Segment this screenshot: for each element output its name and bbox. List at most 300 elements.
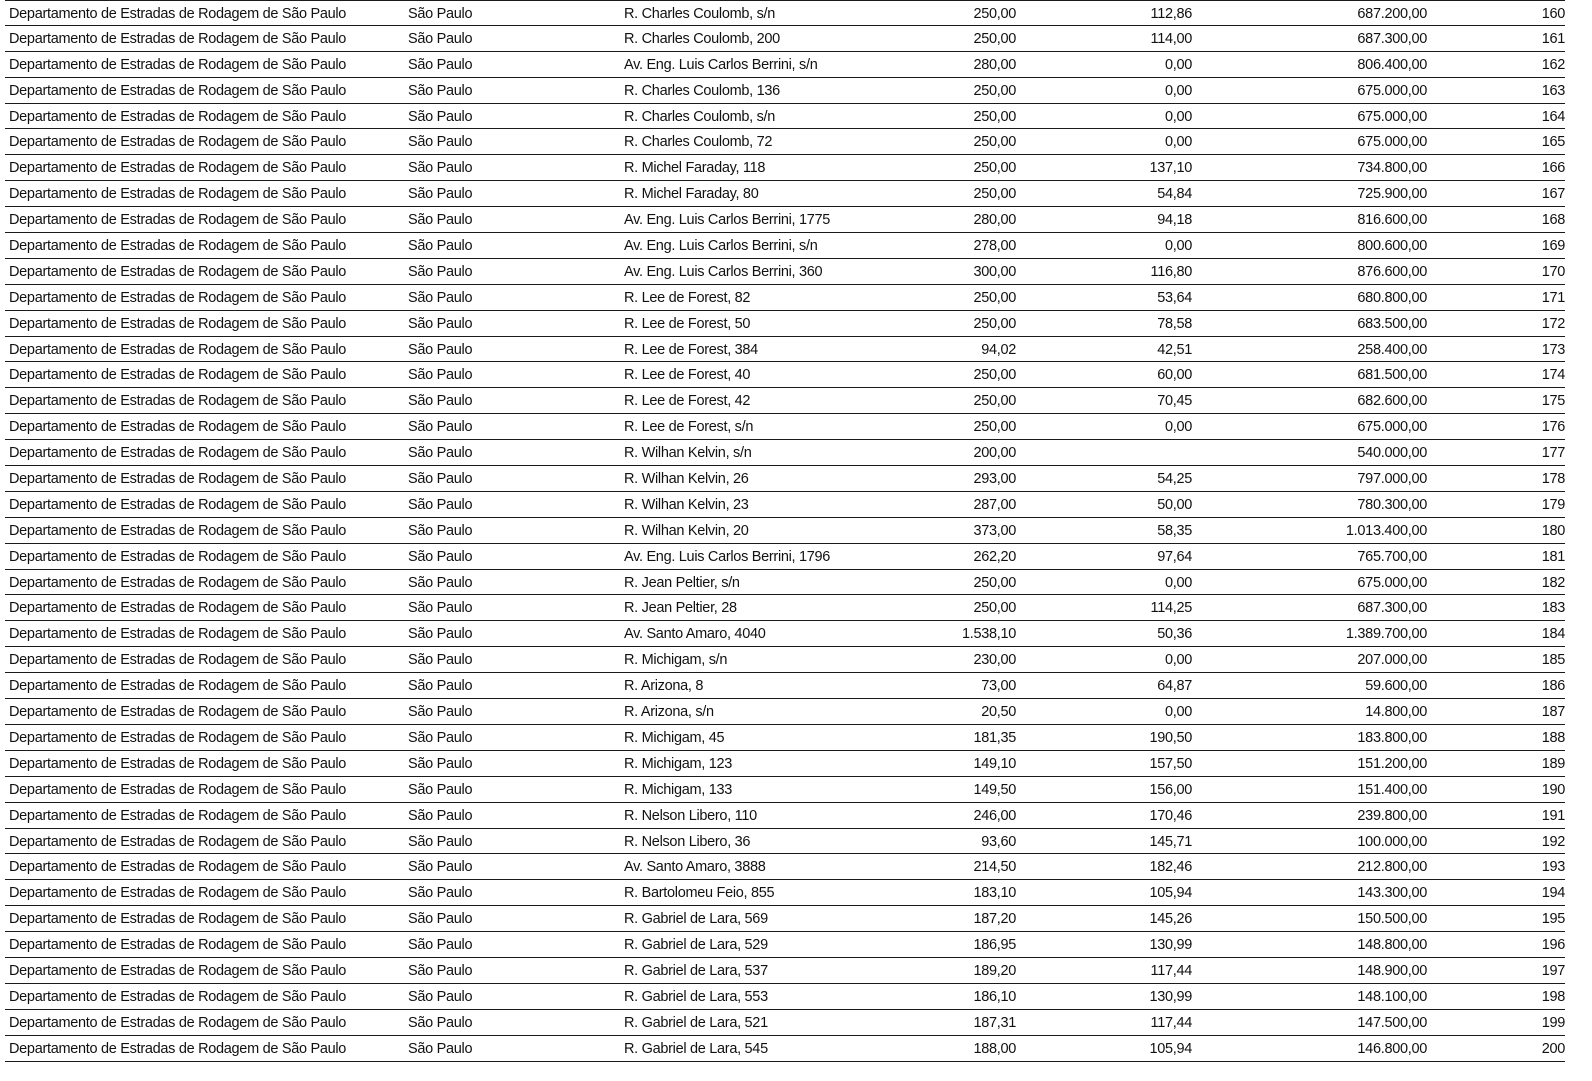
table-row [5,388,1565,414]
table-row [5,932,1565,958]
item-number-cell: 176 [1541,419,1565,436]
item-number-cell: 185 [1541,652,1565,669]
land-area-cell: 186,95 [973,937,1016,954]
value-cell: 212.800,00 [1357,859,1427,876]
table-row [5,0,1565,26]
address-cell: R. Gabriel de Lara, 529 [624,937,768,954]
land-area-cell: 250,00 [973,160,1016,177]
land-area-cell: 250,00 [973,6,1016,22]
address-cell: R. Gabriel de Lara, 537 [624,962,768,979]
land-area-cell: 20,50 [981,704,1016,721]
land-area-cell: 187,20 [973,911,1016,928]
address-cell: R. Lee de Forest, 50 [624,315,751,332]
built-area-cell: 64,87 [1157,678,1192,695]
municipality-cell: São Paulo [408,962,473,979]
agency-cell: Departamento de Estradas de Rodagem de São Paulo [9,600,347,617]
built-area-cell: 0,00 [1164,652,1192,669]
built-area-cell: 117,44 [1150,962,1192,979]
value-cell: 1.389.700,00 [1345,626,1427,643]
item-number-cell: 197 [1541,962,1565,979]
built-area-cell: 116,80 [1150,263,1192,280]
built-area-cell: 53,64 [1157,289,1192,306]
value-cell: 765.700,00 [1357,548,1427,565]
land-area-cell: 181,35 [973,729,1016,746]
municipality-cell: São Paulo [408,419,473,436]
value-cell: 239.800,00 [1357,807,1427,824]
built-area-cell: 0,00 [1164,56,1192,73]
value-cell: 683.500,00 [1357,315,1427,332]
municipality-cell: São Paulo [408,496,473,513]
table-row [5,777,1565,803]
address-cell: R. Arizona, s/n [624,704,714,721]
land-area-cell: 187,31 [973,1014,1016,1031]
municipality-cell: São Paulo [408,1014,473,1031]
land-area-cell: 280,00 [973,212,1016,229]
municipality-cell: São Paulo [408,445,473,462]
address-cell: R. Wilhan Kelvin, 20 [624,522,749,539]
address-cell: R. Michigam, s/n [624,652,728,669]
built-area-cell: 0,00 [1164,419,1192,436]
address-cell: R. Wilhan Kelvin, 26 [624,471,749,488]
item-number-cell: 195 [1541,911,1565,928]
table-row [5,673,1565,699]
address-cell: R. Charles Coulomb, s/n [624,108,776,125]
agency-cell: Departamento de Estradas de Rodagem de São Paulo [9,859,347,876]
address-cell: R. Charles Coulomb, s/n [624,6,776,22]
item-number-cell: 169 [1541,238,1565,255]
agency-cell: Departamento de Estradas de Rodagem de São Paulo [9,238,347,255]
value-cell: 150.500,00 [1357,911,1427,928]
built-area-cell: 50,36 [1157,626,1192,643]
item-number-cell: 200 [1541,1040,1565,1057]
table-row [5,233,1565,259]
item-number-cell: 196 [1541,937,1565,954]
agency-cell: Departamento de Estradas de Rodagem de São Paulo [9,626,347,643]
built-area-cell: 137,10 [1149,160,1192,177]
land-area-cell: 250,00 [973,108,1016,125]
built-area-cell: 145,26 [1149,911,1192,928]
municipality-cell: São Paulo [408,30,473,47]
municipality-cell: São Paulo [408,807,473,824]
item-number-cell: 161 [1541,30,1565,47]
value-cell: 797.000,00 [1357,471,1427,488]
land-area-cell: 250,00 [973,289,1016,306]
municipality-cell: São Paulo [408,367,473,384]
item-number-cell: 165 [1541,134,1565,151]
agency-cell: Departamento de Estradas de Rodagem de São Paulo [9,781,347,798]
item-number-cell: 181 [1541,548,1565,565]
built-area-cell: 157,50 [1149,755,1192,772]
table-row [5,570,1565,596]
value-cell: 258.400,00 [1357,341,1427,358]
land-area-cell: 1.538,10 [961,626,1016,643]
address-cell: Av. Eng. Luis Carlos Berrini, s/n [624,56,818,73]
table-row [5,259,1565,285]
item-number-cell: 175 [1541,393,1565,410]
address-cell: R. Charles Coulomb, 72 [624,134,773,151]
address-cell: R. Jean Peltier, s/n [624,574,740,591]
address-cell: R. Wilhan Kelvin, s/n [624,445,752,462]
property-table [5,0,1565,1062]
municipality-cell: São Paulo [408,548,473,565]
item-number-cell: 164 [1541,108,1565,125]
item-number-cell: 179 [1541,496,1565,513]
built-area-cell: 105,94 [1149,885,1192,902]
table-row [5,26,1565,52]
built-area-cell: 130,99 [1149,937,1192,954]
item-number-cell: 163 [1541,82,1565,99]
land-area-cell: 250,00 [973,574,1016,591]
address-cell: R. Lee de Forest, 40 [624,367,751,384]
land-area-cell: 278,00 [973,238,1016,255]
municipality-cell: São Paulo [408,393,473,410]
built-area-cell: 94,18 [1157,212,1192,229]
value-cell: 14.800,00 [1365,704,1427,721]
address-cell: R. Michigam, 133 [624,781,733,798]
table-row [5,129,1565,155]
address-cell: R. Nelson Libero, 36 [624,833,751,850]
land-area-cell: 250,00 [973,367,1016,384]
value-cell: 816.600,00 [1357,212,1427,229]
built-area-cell: 0,00 [1164,134,1192,151]
agency-cell: Departamento de Estradas de Rodagem de São Paulo [9,393,347,410]
table-row [5,518,1565,544]
value-cell: 675.000,00 [1357,574,1427,591]
municipality-cell: São Paulo [408,263,473,280]
municipality-cell: São Paulo [408,626,473,643]
item-number-cell: 160 [1541,6,1565,22]
item-number-cell: 166 [1541,160,1565,177]
table-row [5,466,1565,492]
table-row [5,181,1565,207]
land-area-cell: 250,00 [973,393,1016,410]
address-cell: R. Gabriel de Lara, 545 [624,1040,768,1057]
land-area-cell: 186,10 [973,988,1016,1005]
value-cell: 687.200,00 [1357,6,1427,22]
land-area-cell: 280,00 [973,56,1016,73]
land-area-cell: 93,60 [981,833,1016,850]
address-cell: R. Michigam, 45 [624,729,725,746]
land-area-cell: 293,00 [973,471,1016,488]
address-cell: R. Lee de Forest, 384 [624,341,758,358]
address-cell: Av. Eng. Luis Carlos Berrini, s/n [624,238,818,255]
built-area-cell: 0,00 [1164,82,1192,99]
item-number-cell: 193 [1541,859,1565,876]
value-cell: 147.500,00 [1357,1014,1427,1031]
agency-cell: Departamento de Estradas de Rodagem de São Paulo [9,6,347,22]
built-area-cell: 0,00 [1164,238,1192,255]
municipality-cell: São Paulo [408,911,473,928]
table-row [5,492,1565,518]
value-cell: 146.800,00 [1357,1040,1427,1057]
municipality-cell: São Paulo [408,315,473,332]
land-area-cell: 188,00 [973,1040,1016,1057]
land-area-cell: 250,00 [973,186,1016,203]
address-cell: Av. Santo Amaro, 4040 [624,626,766,643]
address-cell: R. Lee de Forest, s/n [624,419,754,436]
municipality-cell: São Paulo [408,704,473,721]
item-number-cell: 162 [1541,56,1565,73]
built-area-cell: 54,25 [1157,471,1192,488]
agency-cell: Departamento de Estradas de Rodagem de São Paulo [9,263,347,280]
value-cell: 800.600,00 [1357,238,1427,255]
table-row [5,414,1565,440]
value-cell: 151.400,00 [1357,781,1427,798]
municipality-cell: São Paulo [408,833,473,850]
table-row [5,984,1565,1010]
agency-cell: Departamento de Estradas de Rodagem de São Paulo [9,289,347,306]
agency-cell: Departamento de Estradas de Rodagem de São Paulo [9,496,347,513]
address-cell: R. Wilhan Kelvin, 23 [624,496,749,513]
agency-cell: Departamento de Estradas de Rodagem de São Paulo [9,937,347,954]
value-cell: 148.800,00 [1357,937,1427,954]
municipality-cell: São Paulo [408,1040,473,1057]
address-cell: R. Michigam, 123 [624,755,733,772]
built-area-cell: 114,00 [1150,30,1192,47]
item-number-cell: 190 [1541,781,1565,798]
address-cell: R. Charles Coulomb, 200 [624,30,780,47]
agency-cell: Departamento de Estradas de Rodagem de São Paulo [9,962,347,979]
table-row [5,544,1565,570]
item-number-cell: 174 [1541,367,1565,384]
built-area-cell: 70,45 [1157,393,1192,410]
item-number-cell: 178 [1541,471,1565,488]
municipality-cell: São Paulo [408,82,473,99]
table-row [5,207,1565,233]
table-row [5,880,1565,906]
value-cell: 183.800,00 [1357,729,1427,746]
table-row [5,311,1565,337]
agency-cell: Departamento de Estradas de Rodagem de São Paulo [9,652,347,669]
value-cell: 687.300,00 [1357,30,1427,47]
item-number-cell: 188 [1541,729,1565,746]
land-area-cell: 373,00 [973,522,1016,539]
built-area-cell: 156,00 [1149,781,1192,798]
agency-cell: Departamento de Estradas de Rodagem de São Paulo [9,471,347,488]
land-area-cell: 250,00 [973,600,1016,617]
item-number-cell: 183 [1541,600,1565,617]
address-cell: R. Gabriel de Lara, 521 [624,1014,768,1031]
item-number-cell: 198 [1541,988,1565,1005]
table-row [5,78,1565,104]
item-number-cell: 182 [1541,574,1565,591]
municipality-cell: São Paulo [408,186,473,203]
municipality-cell: São Paulo [408,289,473,306]
table-row [5,104,1565,130]
built-area-cell: 105,94 [1149,1040,1192,1057]
built-area-cell: 78,58 [1157,315,1192,332]
table-row [5,906,1565,932]
agency-cell: Departamento de Estradas de Rodagem de São Paulo [9,341,347,358]
municipality-cell: São Paulo [408,341,473,358]
value-cell: 780.300,00 [1357,496,1427,513]
built-area-cell: 170,46 [1149,807,1192,824]
built-area-cell: 42,51 [1157,341,1192,358]
item-number-cell: 177 [1541,445,1565,462]
table-row [5,440,1565,466]
land-area-cell: 262,20 [973,548,1016,565]
address-cell: Av. Eng. Luis Carlos Berrini, 1796 [624,548,831,565]
land-area-cell: 73,00 [981,678,1016,695]
agency-cell: Departamento de Estradas de Rodagem de São Paulo [9,1040,347,1057]
value-cell: 675.000,00 [1357,82,1427,99]
built-area-cell: 114,25 [1150,600,1192,617]
municipality-cell: São Paulo [408,212,473,229]
address-cell: R. Jean Peltier, 28 [624,600,737,617]
agency-cell: Departamento de Estradas de Rodagem de São Paulo [9,911,347,928]
municipality-cell: São Paulo [408,859,473,876]
table-row [5,285,1565,311]
table-row [5,725,1565,751]
agency-cell: Departamento de Estradas de Rodagem de São Paulo [9,574,347,591]
address-cell: R. Arizona, 8 [624,678,704,695]
built-area-cell: 60,00 [1157,367,1192,384]
address-cell: R. Charles Coulomb, 136 [624,82,780,99]
item-number-cell: 170 [1541,263,1565,280]
address-cell: R. Lee de Forest, 42 [624,393,751,410]
agency-cell: Departamento de Estradas de Rodagem de São Paulo [9,315,347,332]
land-area-cell: 149,10 [973,755,1016,772]
item-number-cell: 173 [1541,341,1565,358]
address-cell: R. Nelson Libero, 110 [624,807,757,824]
value-cell: 681.500,00 [1357,367,1427,384]
address-cell: Av. Santo Amaro, 3888 [624,859,766,876]
table-row [5,362,1565,388]
table-row [5,1036,1565,1062]
built-area-cell: 117,44 [1150,1014,1192,1031]
municipality-cell: São Paulo [408,6,473,22]
item-number-cell: 184 [1541,626,1565,643]
agency-cell: Departamento de Estradas de Rodagem de São Paulo [9,160,347,177]
municipality-cell: São Paulo [408,781,473,798]
value-cell: 207.000,00 [1357,652,1427,669]
municipality-cell: São Paulo [408,238,473,255]
value-cell: 734.800,00 [1357,160,1427,177]
built-area-cell: 0,00 [1164,704,1192,721]
built-area-cell: 0,00 [1164,108,1192,125]
item-number-cell: 199 [1541,1014,1565,1031]
land-area-cell: 200,00 [973,445,1016,462]
municipality-cell: São Paulo [408,56,473,73]
land-area-cell: 230,00 [973,652,1016,669]
address-cell: R. Michel Faraday, 118 [624,160,766,177]
built-area-cell: 0,00 [1164,574,1192,591]
item-number-cell: 172 [1541,315,1565,332]
built-area-cell: 145,71 [1149,833,1192,850]
table-row [5,751,1565,777]
agency-cell: Departamento de Estradas de Rodagem de São Paulo [9,1014,347,1031]
item-number-cell: 191 [1541,807,1565,824]
table-row [5,621,1565,647]
agency-cell: Departamento de Estradas de Rodagem de São Paulo [9,30,347,47]
value-cell: 682.600,00 [1357,393,1427,410]
municipality-cell: São Paulo [408,574,473,591]
land-area-cell: 189,20 [973,962,1016,979]
built-area-cell: 58,35 [1157,522,1192,539]
agency-cell: Departamento de Estradas de Rodagem de São Paulo [9,833,347,850]
item-number-cell: 194 [1541,885,1565,902]
value-cell: 148.900,00 [1357,962,1427,979]
table-row [5,595,1565,621]
agency-cell: Departamento de Estradas de Rodagem de São Paulo [9,704,347,721]
agency-cell: Departamento de Estradas de Rodagem de São Paulo [9,548,347,565]
item-number-cell: 187 [1541,704,1565,721]
item-number-cell: 192 [1541,833,1565,850]
table-row [5,155,1565,181]
agency-cell: Departamento de Estradas de Rodagem de São Paulo [9,56,347,73]
table-row [5,829,1565,855]
built-area-cell: 112,86 [1150,6,1192,22]
municipality-cell: São Paulo [408,885,473,902]
land-area-cell: 246,00 [973,807,1016,824]
land-area-cell: 183,10 [973,885,1016,902]
value-cell: 148.100,00 [1357,988,1427,1005]
value-cell: 687.300,00 [1357,600,1427,617]
agency-cell: Departamento de Estradas de Rodagem de São Paulo [9,445,347,462]
value-cell: 680.800,00 [1357,289,1427,306]
land-area-cell: 149,50 [973,781,1016,798]
item-number-cell: 167 [1541,186,1565,203]
value-cell: 151.200,00 [1357,755,1427,772]
table-row [5,958,1565,984]
table-row [5,854,1565,880]
land-area-cell: 287,00 [973,496,1016,513]
value-cell: 675.000,00 [1357,419,1427,436]
land-area-cell: 250,00 [973,30,1016,47]
agency-cell: Departamento de Estradas de Rodagem de São Paulo [9,988,347,1005]
value-cell: 675.000,00 [1357,134,1427,151]
value-cell: 143.300,00 [1357,885,1427,902]
built-area-cell: 130,99 [1149,988,1192,1005]
built-area-cell: 54,84 [1157,186,1192,203]
built-area-cell: 182,46 [1149,859,1192,876]
value-cell: 675.000,00 [1357,108,1427,125]
municipality-cell: São Paulo [408,678,473,695]
item-number-cell: 171 [1541,289,1565,306]
item-number-cell: 168 [1541,212,1565,229]
table-row [5,699,1565,725]
agency-cell: Departamento de Estradas de Rodagem de São Paulo [9,522,347,539]
built-area-cell: 190,50 [1149,729,1192,746]
municipality-cell: São Paulo [408,522,473,539]
agency-cell: Departamento de Estradas de Rodagem de São Paulo [9,729,347,746]
agency-cell: Departamento de Estradas de Rodagem de São Paulo [9,419,347,436]
address-cell: Av. Eng. Luis Carlos Berrini, 360 [624,263,823,280]
agency-cell: Departamento de Estradas de Rodagem de São Paulo [9,108,347,125]
land-area-cell: 94,02 [981,341,1016,358]
address-cell: R. Gabriel de Lara, 569 [624,911,768,928]
table-row [5,52,1565,78]
municipality-cell: São Paulo [408,471,473,488]
municipality-cell: São Paulo [408,652,473,669]
municipality-cell: São Paulo [408,600,473,617]
land-area-cell: 250,00 [973,315,1016,332]
item-number-cell: 186 [1541,678,1565,695]
agency-cell: Departamento de Estradas de Rodagem de São Paulo [9,807,347,824]
municipality-cell: São Paulo [408,134,473,151]
agency-cell: Departamento de Estradas de Rodagem de São Paulo [9,82,347,99]
table-row [5,803,1565,829]
address-cell: R. Michel Faraday, 80 [624,186,759,203]
value-cell: 59.600,00 [1365,678,1427,695]
address-cell: R. Gabriel de Lara, 553 [624,988,768,1005]
agency-cell: Departamento de Estradas de Rodagem de São Paulo [9,134,347,151]
agency-cell: Departamento de Estradas de Rodagem de São Paulo [9,367,347,384]
built-area-cell: 50,00 [1157,496,1192,513]
municipality-cell: São Paulo [408,160,473,177]
municipality-cell: São Paulo [408,729,473,746]
value-cell: 806.400,00 [1357,56,1427,73]
